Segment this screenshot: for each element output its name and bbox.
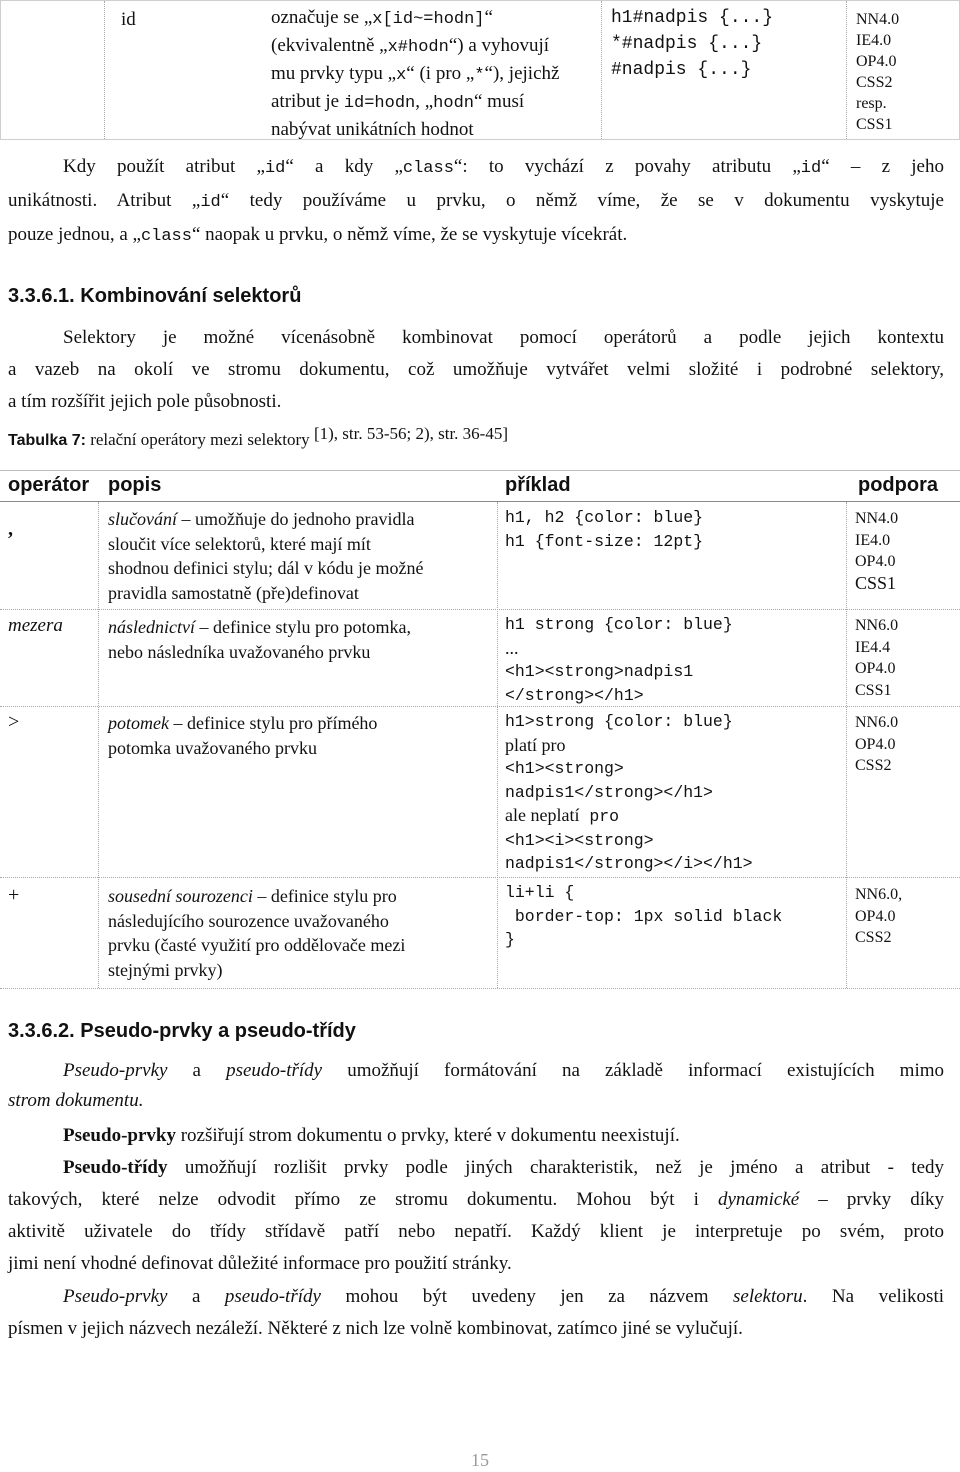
pseudo-p4-line-2: písmen v jejich názvech nezáleží. Některé z nich lze volně kombinovat, zatímco jiné se vylučují. bbox=[8, 1318, 743, 1339]
description-line: slučování – umožňuje do jednoho pravidla bbox=[108, 509, 415, 529]
row-example bbox=[505, 881, 782, 952]
operator-adjacent-sibling: + bbox=[8, 884, 20, 906]
pseudo-p1-line-2: strom dokumentu. bbox=[8, 1090, 144, 1111]
row-support bbox=[855, 884, 902, 949]
column-divider bbox=[846, 1, 847, 139]
pseudo-paragraph-4 bbox=[8, 1281, 944, 1345]
id-examples bbox=[611, 5, 773, 83]
header-example: příklad bbox=[505, 474, 571, 496]
section-heading-pseudo: 3.3.6.2. Pseudo-prvky a pseudo-třídy bbox=[8, 1020, 356, 1042]
support-line: IE4.0 bbox=[855, 531, 891, 549]
id-description-line-4: atribut je id=hodn, „hodn“ musí bbox=[271, 91, 525, 113]
description-line: potomek – definice stylu pro přímého bbox=[108, 713, 378, 733]
row-example bbox=[505, 710, 753, 876]
id-description-line-3: mu prvky typu „x“ (i pro „*“), jejichž bbox=[271, 63, 560, 85]
header-operator: operátor bbox=[8, 474, 90, 496]
id-description-line-2: (ekvivalentně „x#hodn“) a vyhovují bbox=[271, 35, 550, 57]
operator-term: potomek bbox=[108, 713, 169, 733]
example-line: h1 {font-size: 12pt} bbox=[505, 531, 704, 551]
row-description bbox=[108, 884, 405, 982]
support-line: NN6.0, bbox=[855, 886, 903, 903]
operator-term: sousední sourozenci bbox=[108, 886, 253, 906]
example-line: nadpis1</strong></i></h1> bbox=[505, 854, 753, 873]
operator-child: > bbox=[8, 711, 20, 733]
example-line: platí pro bbox=[505, 734, 566, 755]
page-number: 15 bbox=[471, 1450, 489, 1470]
column-divider bbox=[601, 1, 602, 139]
pseudo-p1-line-1: Pseudo-prvky a pseudo-třídy umožňují formátování na základě informací existujících mimo bbox=[63, 1060, 944, 1081]
table-caption bbox=[8, 424, 509, 450]
example-line: } bbox=[505, 930, 515, 949]
description-line: nebo následníka uvažovaného prvku bbox=[108, 641, 371, 662]
id-example-line: h1#nadpis {...} bbox=[611, 8, 774, 28]
row-description bbox=[108, 711, 377, 760]
row-support bbox=[855, 508, 898, 594]
row-example bbox=[505, 506, 703, 553]
id-description bbox=[271, 5, 559, 143]
example-line: li+li { bbox=[505, 883, 575, 902]
support-line: CSS2 bbox=[855, 757, 892, 774]
description-line: pravidla samostatně (pře)definovat bbox=[108, 582, 359, 603]
row-divider bbox=[0, 609, 960, 610]
section-heading-combining: 3.3.6.1. Kombinování selektorů bbox=[8, 285, 302, 307]
id-example-line: *#nadpis {...} bbox=[611, 34, 763, 54]
support-line: OP4.0 bbox=[855, 553, 896, 570]
combining-paragraph bbox=[8, 322, 944, 418]
description-line: následnictví – definice stylu pro potomka, bbox=[108, 617, 411, 637]
row-divider bbox=[0, 706, 960, 707]
example-line: border-top: 1px solid black bbox=[505, 906, 783, 926]
intro-line-2: unikátnosti. Atribut „id“ tedy používáme u prvku, o němž víme, že se v dokumentu vyskytuje bbox=[8, 190, 944, 212]
example-line: <h1><strong> bbox=[505, 759, 624, 778]
intro-line-1: Kdy použít atribut „id“ a kdy „class“: to vychází z povahy atributu „id“ – z jeho bbox=[63, 156, 944, 178]
description-line: prvku (časté využití pro oddělovače mezi bbox=[108, 935, 406, 955]
support-line: OP4.0 bbox=[855, 660, 896, 677]
operator-term: slučování bbox=[108, 509, 177, 529]
example-line: h1>strong {color: blue} bbox=[505, 712, 733, 731]
example-line: <h1><i><strong> bbox=[505, 830, 654, 850]
column-divider bbox=[98, 502, 99, 988]
pseudo-paragraph-1 bbox=[8, 1055, 944, 1117]
id-example-line: #nadpis {...} bbox=[611, 60, 752, 80]
support-line: OP4.0 bbox=[856, 53, 897, 70]
table-caption-refs: [1), str. 53-56; 2), str. 36-45] bbox=[313, 424, 509, 443]
intro-line-3: pouze jednou, a „class“ naopak u prvku, o němž víme, že se vyskytuje vícekrát. bbox=[8, 224, 628, 246]
row-example bbox=[505, 613, 733, 707]
row-support bbox=[855, 712, 898, 777]
intro-paragraph bbox=[8, 151, 944, 253]
column-divider bbox=[846, 502, 847, 988]
pseudo-p3-line-4: jimi není vhodné definovat důležité informace pro použití stránky. bbox=[8, 1253, 512, 1274]
header-description: popis bbox=[108, 474, 162, 496]
operator-comma: , bbox=[8, 518, 13, 540]
row-support bbox=[855, 615, 898, 701]
row-divider bbox=[0, 988, 960, 989]
pseudo-p3-line-2: takových, které nelze odvodit přímo ze stromu dokumentu. Mohou být i dynamické – prvky díky bbox=[8, 1189, 945, 1210]
row-description bbox=[108, 615, 411, 664]
id-description-line-5: nabývat unikátních hodnot bbox=[271, 119, 474, 140]
support-line: resp. bbox=[856, 95, 887, 112]
example-line: nadpis1</strong></h1> bbox=[505, 782, 713, 802]
support-line: NN6.0 bbox=[855, 617, 899, 634]
combining-line-2: a vazeb na okolí ve stromu dokumentu, což umožňuje vytvářet velmi složité i podrobné selektory, bbox=[8, 359, 944, 380]
support-line: CSS1 bbox=[856, 116, 893, 133]
pseudo-p3-line-1: Pseudo-třídy umožňují rozlišit prvky podle jiných charakteristik, než je jméno a atribut - tedy bbox=[63, 1157, 945, 1178]
support-line: CSS1 bbox=[855, 681, 892, 699]
example-line: ... bbox=[505, 637, 519, 658]
support-line: NN6.0 bbox=[855, 714, 899, 731]
table-caption-label: Tabulka 7: bbox=[8, 432, 86, 449]
row-divider bbox=[0, 877, 960, 878]
top-table-row bbox=[0, 0, 960, 140]
column-divider bbox=[104, 1, 105, 139]
column-divider bbox=[497, 502, 498, 988]
combining-line-1: Selektory je možné vícenásobně kombinovat pomocí operátorů a podle jejich kontextu bbox=[63, 327, 944, 348]
row-description bbox=[108, 507, 423, 605]
table-header bbox=[0, 470, 960, 502]
combining-line-3: a tím rozšířit jejich pole působnosti. bbox=[8, 391, 282, 412]
support-line: CSS2 bbox=[855, 929, 892, 946]
support-line: IE4.0 bbox=[856, 32, 892, 49]
description-line: následujícího sourozence uvažovaného bbox=[108, 910, 389, 931]
header-support: podpora bbox=[858, 474, 938, 496]
support-line: OP4.0 bbox=[855, 735, 896, 753]
example-line: ale neplatí pro bbox=[505, 805, 620, 826]
id-description-line-1: označuje se „x[id~=hodn]“ bbox=[271, 7, 493, 29]
table-caption-text: relační operátory mezi selektory bbox=[90, 430, 310, 449]
pseudo-p4-line-1: Pseudo-prvky a pseudo-třídy mohou být uvedeny jen za názvem selektoru. Na velikosti bbox=[63, 1286, 945, 1307]
support-line: NN4.0 bbox=[855, 510, 899, 527]
support-line: CSS1 bbox=[855, 572, 897, 593]
example-line: <h1><strong>nadpis1 bbox=[505, 662, 694, 681]
support-line: CSS2 bbox=[856, 74, 893, 91]
support-line: IE4.4 bbox=[855, 638, 891, 656]
description-line: shodnou definici stylu; dál v kódu je možné bbox=[108, 558, 424, 578]
pseudo-paragraph-2 bbox=[8, 1120, 944, 1152]
support-line: NN4.0 bbox=[856, 11, 900, 28]
example-line: </strong></h1> bbox=[505, 685, 644, 705]
id-term: id bbox=[121, 9, 136, 30]
support-line: OP4.0 bbox=[855, 907, 896, 925]
operator-space: mezera bbox=[8, 615, 63, 636]
description-line: sloučit více selektorů, které mají mít bbox=[108, 533, 371, 554]
operator-term: následnictví bbox=[108, 617, 195, 637]
example-line: h1, h2 {color: blue} bbox=[505, 508, 704, 527]
description-line: stejnými prvky) bbox=[108, 959, 223, 980]
description-line: sousední sourozenci – definice stylu pro bbox=[108, 886, 397, 906]
id-support bbox=[856, 9, 899, 135]
pseudo-paragraph-3 bbox=[8, 1152, 944, 1280]
example-line: h1 strong {color: blue} bbox=[505, 615, 733, 634]
description-line: potomka uvažovaného prvku bbox=[108, 737, 317, 758]
pseudo-p3-line-3: aktivitě uživatele do třídy střídavě patří nebo nepatří. Každý klient je interpretuje po svém, proto bbox=[8, 1221, 944, 1242]
pseudo-p2-line-1: Pseudo-prvky rozšiřují strom dokumentu o prvky, které v dokumentu neexistují. bbox=[63, 1125, 680, 1146]
